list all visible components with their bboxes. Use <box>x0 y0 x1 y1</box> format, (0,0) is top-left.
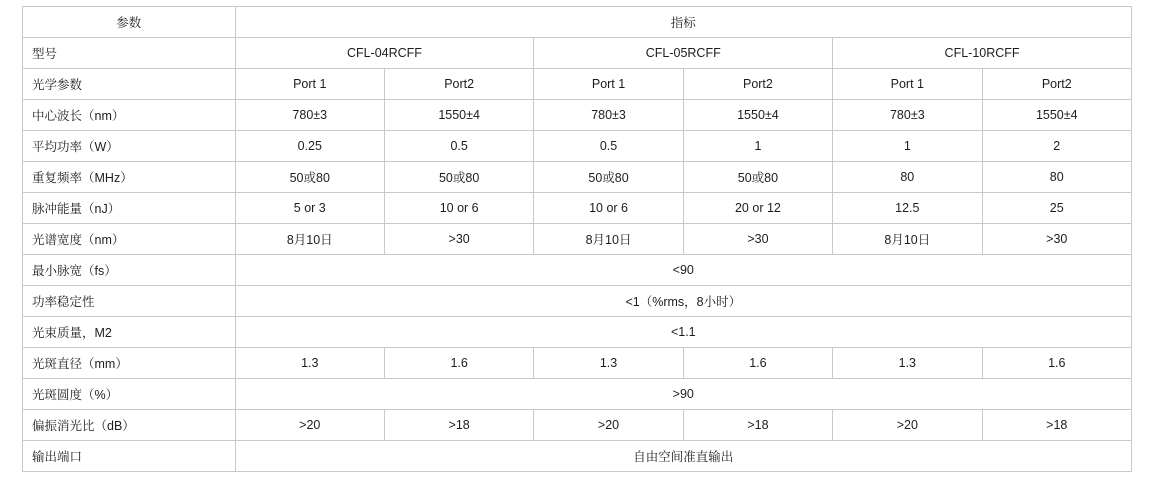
row-value-merged: <1.1 <box>235 317 1131 348</box>
row-label: 功率稳定性 <box>23 286 236 317</box>
row-label: 偏振消光比（dB） <box>23 410 236 441</box>
row-value: 5 or 3 <box>235 193 384 224</box>
row-value: 50或80 <box>534 162 683 193</box>
table-row <box>23 348 1132 379</box>
row-value: >20 <box>534 410 683 441</box>
row-value: >18 <box>384 410 533 441</box>
table-row <box>23 317 1132 348</box>
row-label: 平均功率（W） <box>23 131 236 162</box>
table-row <box>23 410 1132 441</box>
row-label: 重复频率（MHz） <box>23 162 236 193</box>
row-value: 780±3 <box>833 100 982 131</box>
row-label: 光斑直径（mm） <box>23 348 236 379</box>
table-row <box>23 286 1132 317</box>
table-row <box>23 162 1132 193</box>
row-value-merged: <1（%rms，8小时） <box>235 286 1131 317</box>
row-value: 12.5 <box>833 193 982 224</box>
row-label: 脉冲能量（nJ） <box>23 193 236 224</box>
port-cell-3: Port 1 <box>534 69 683 100</box>
table-row <box>23 131 1132 162</box>
row-value: 50或80 <box>235 162 384 193</box>
row-value: 1 <box>683 131 832 162</box>
row-value-merged: 自由空间准直输出 <box>235 441 1131 472</box>
port-cell-5: Port 1 <box>833 69 982 100</box>
model-cell-2: CFL-05RCFF <box>534 38 833 69</box>
model-cell-3: CFL-10RCFF <box>833 38 1132 69</box>
row-value: 1550±4 <box>982 100 1131 131</box>
model-cell-1: CFL-04RCFF <box>235 38 534 69</box>
header-parameter-cell: 参数 <box>23 7 236 38</box>
row-value: 1.6 <box>683 348 832 379</box>
row-value: 0.5 <box>384 131 533 162</box>
table-row <box>23 441 1132 472</box>
row-value: 0.25 <box>235 131 384 162</box>
port-cell-6: Port2 <box>982 69 1131 100</box>
row-value: 8月10日 <box>235 224 384 255</box>
row-value: 1.6 <box>982 348 1131 379</box>
table-header-row <box>23 7 1132 38</box>
row-value: 1550±4 <box>384 100 533 131</box>
row-value: 10 or 6 <box>534 193 683 224</box>
row-value: >30 <box>982 224 1131 255</box>
row-value: 10 or 6 <box>384 193 533 224</box>
row-label: 输出端口 <box>23 441 236 472</box>
row-label: 光谱宽度（nm） <box>23 224 236 255</box>
row-value: 1550±4 <box>683 100 832 131</box>
table-row <box>23 224 1132 255</box>
row-value: 2 <box>982 131 1131 162</box>
header-index-cell: 指标 <box>235 7 1131 38</box>
row-value-merged: <90 <box>235 255 1131 286</box>
row-value: >20 <box>833 410 982 441</box>
table-row <box>23 379 1132 410</box>
row-value: 0.5 <box>534 131 683 162</box>
row-value: 80 <box>833 162 982 193</box>
row-label: 最小脉宽（fs） <box>23 255 236 286</box>
row-value: 50或80 <box>384 162 533 193</box>
row-value: 25 <box>982 193 1131 224</box>
table-row <box>23 255 1132 286</box>
port-row-label: 光学参数 <box>23 69 236 100</box>
row-value: 1.3 <box>833 348 982 379</box>
row-value: 20 or 12 <box>683 193 832 224</box>
model-row <box>23 38 1132 69</box>
row-value: 8月10日 <box>833 224 982 255</box>
row-value: 1 <box>833 131 982 162</box>
port-row <box>23 69 1132 100</box>
port-cell-2: Port2 <box>384 69 533 100</box>
specification-table <box>22 6 1132 472</box>
row-value: 1.3 <box>534 348 683 379</box>
row-label: 光斑圆度（%） <box>23 379 236 410</box>
table-body <box>23 7 1132 472</box>
row-value: 1.3 <box>235 348 384 379</box>
table-row <box>23 100 1132 131</box>
row-value: 780±3 <box>235 100 384 131</box>
row-value: >18 <box>982 410 1131 441</box>
row-label: 中心波长（nm） <box>23 100 236 131</box>
row-value: 50或80 <box>683 162 832 193</box>
model-row-label: 型号 <box>23 38 236 69</box>
row-value-merged: >90 <box>235 379 1131 410</box>
row-value: >30 <box>384 224 533 255</box>
row-value: >20 <box>235 410 384 441</box>
row-value: 80 <box>982 162 1131 193</box>
row-value: 1.6 <box>384 348 533 379</box>
row-value: >30 <box>683 224 832 255</box>
row-value: 8月10日 <box>534 224 683 255</box>
row-label: 光束质量，M2 <box>23 317 236 348</box>
row-value: 780±3 <box>534 100 683 131</box>
port-cell-1: Port 1 <box>235 69 384 100</box>
port-cell-4: Port2 <box>683 69 832 100</box>
row-value: >18 <box>683 410 832 441</box>
table-row <box>23 193 1132 224</box>
